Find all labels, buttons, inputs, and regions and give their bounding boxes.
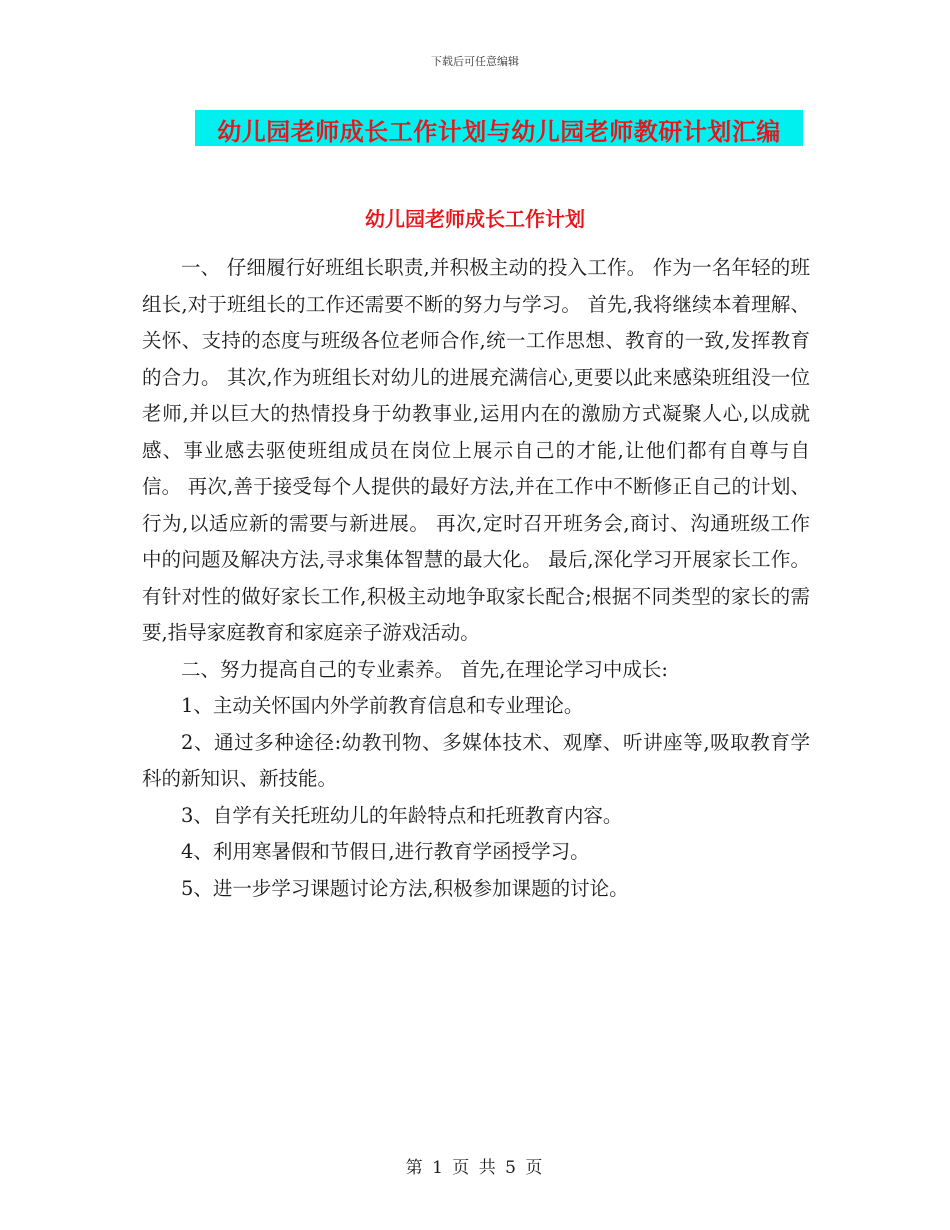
document-body bbox=[142, 250, 810, 907]
paragraph: 3、自学有关托班幼儿的年龄特点和托班教育内容。 bbox=[181, 803, 623, 827]
section-title: 幼儿园老师成长工作计划 bbox=[365, 207, 585, 231]
page-footer: 第 1 页 共 5 页 bbox=[405, 1158, 545, 1178]
paragraph: 2、通过多种途径:幼教刊物、多媒体技术、观摩、听讲座等,吸取教育学科的新知识、新技能。 bbox=[142, 730, 810, 790]
paragraph: 4、利用寒暑假和节假日,进行教育学函授学习。 bbox=[181, 840, 590, 863]
document-title: 幼儿园老师成长工作计划与幼儿园老师教研计划汇编 bbox=[217, 118, 781, 146]
paragraph: 二、努力提高自己的专业素养。 首先,在理论学习中成长: bbox=[181, 657, 668, 681]
page-header: 下载后可任意编辑 bbox=[431, 55, 519, 68]
paragraph: 1、主动关怀国内外学前教育信息和专业理论。 bbox=[181, 694, 584, 717]
paragraph: 一、 仔细履行好班组长职责,并积极主动的投入工作。 作为一名年轻的班组长,对于班组长的工作还需要不断的努力与学习。 首先,我将继续本着理解、关怀、支持的态度与班级各位老师合作,统一工作思想、教育的一致,发挥教育的合力。 其次,作为班组长对幼儿的进展充满信心,更要以此来感染班组没一位老师,并以巨大的热情投身于幼教事业,运用内在的激励方式凝聚人心,以成就感、事业感去驱使班组成员在岗位上展示自己的才能,让他们都有自尊与自信。 再次,善于接受每个人提供的最好方法,并在工作中不断修正自己的计划、行为,以适应新的需要与新进展。 再次,定时召开班务会,商讨、沟通班级工作中的问题及解决方法,寻求集体智慧的最大化。 最后,深化学习开展家长工作。有针对性的做好家长工作,积极主动地争取家长配合;根据不同类型的家长的需要,指导家庭教育和家庭亲子游戏活动。 bbox=[142, 256, 810, 644]
paragraph: 5、进一步学习课题讨论方法,积极参加课题的讨论。 bbox=[181, 876, 629, 900]
